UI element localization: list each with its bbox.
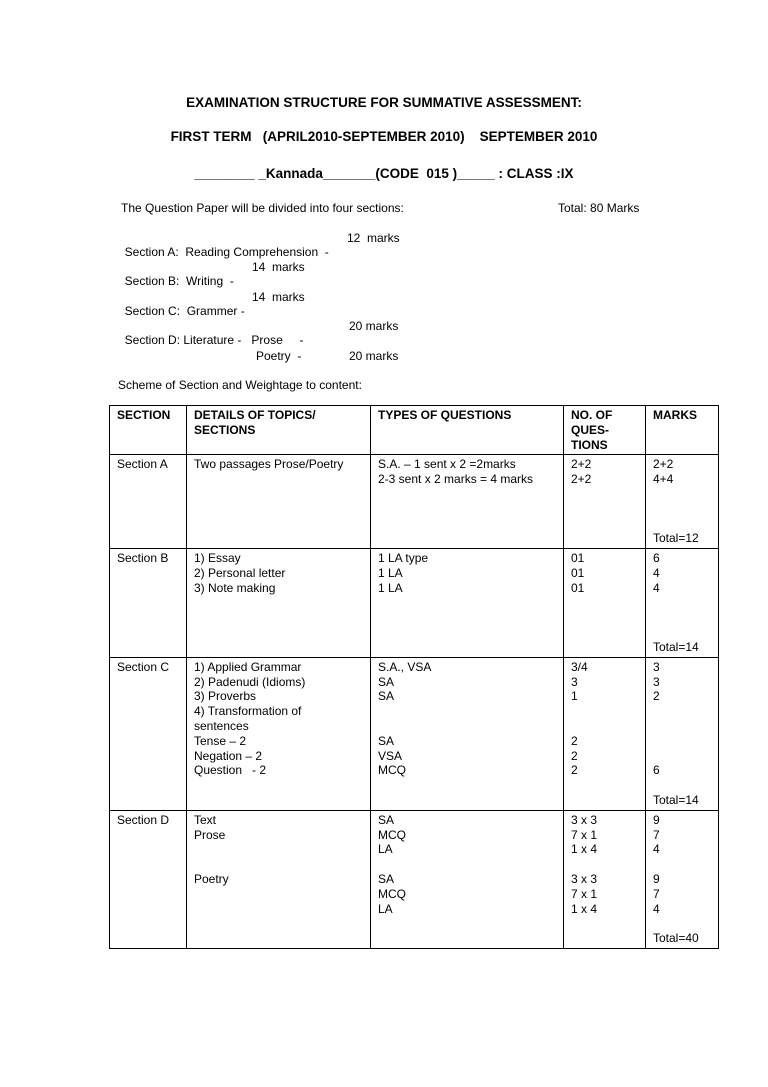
table-body	[110, 455, 719, 949]
section-cell	[110, 455, 187, 549]
section-cell-line: Section C	[117, 659, 170, 674]
types-cell-line: 1 LA	[378, 565, 403, 580]
marks-cell-line: 7	[653, 827, 660, 842]
types-cell-line: 2-3 sent x 2 marks = 4 marks	[378, 472, 534, 487]
scheme-title: Scheme of Section and Weightage to content:	[118, 378, 362, 392]
marks-cell-line: Total=40	[653, 931, 699, 946]
questions-cell-line: 2	[571, 763, 578, 778]
header-number-text: TIONS	[571, 437, 608, 452]
term-line: FIRST TERM (APRIL2010-SEPTEMBER 2010) SEPTEMBER 2010	[170, 129, 598, 144]
marks-cell-line: 4+4	[653, 472, 674, 487]
types-cell-line: SA	[378, 812, 395, 827]
details-cell-line	[194, 842, 363, 857]
marks-cell	[646, 657, 719, 810]
details-cell	[187, 549, 371, 658]
section-cell-line: Section A	[117, 457, 168, 472]
types-cell-line: SA	[378, 674, 395, 689]
marks-cell-line	[653, 778, 711, 793]
marks-cell-line: 6	[653, 551, 660, 566]
details-cell-line: 3) Proverbs	[194, 689, 257, 704]
questions-cell-line: 7 x 1	[571, 886, 598, 901]
marks-cell-line	[653, 502, 711, 517]
table-header-row	[110, 406, 719, 455]
marks-cell-line: 6	[653, 763, 660, 778]
details-cell-line: Negation – 2	[194, 748, 263, 763]
table-row	[110, 657, 719, 810]
weightage-table	[109, 405, 719, 949]
questions-cell-line: 2+2	[571, 472, 592, 487]
details-cell-line: 1) Applied Grammar	[194, 659, 302, 674]
details-cell-line: Poetry	[194, 871, 229, 886]
section-b-marks: 14 marks	[252, 260, 305, 274]
questions-cell-line	[571, 719, 638, 734]
table-row	[110, 455, 719, 549]
marks-cell	[646, 549, 719, 658]
details-cell-line: Prose	[194, 827, 226, 842]
marks-cell-line: 3	[653, 659, 660, 674]
questions-cell-line: 3 x 3	[571, 812, 598, 827]
section-cell-line: Section D	[117, 812, 170, 827]
section-c-marks: 14 marks	[252, 290, 305, 304]
section-d-marks: 20 marks	[349, 319, 399, 333]
questions-cell-line: 1	[571, 689, 578, 704]
total-marks: Total: 80 Marks	[558, 201, 640, 215]
header-number-text: QUES-	[571, 422, 610, 437]
questions-cell	[564, 455, 646, 549]
types-cell-line: S.A., VSA	[378, 659, 432, 674]
questions-cell-line: 3 x 3	[571, 871, 598, 886]
types-cell-line	[378, 719, 556, 734]
types-cell-line: LA	[378, 842, 393, 857]
types-cell	[371, 549, 564, 658]
section-cell	[110, 549, 187, 658]
details-cell-line: Tense – 2	[194, 733, 247, 748]
questions-cell-line: 2	[571, 748, 578, 763]
types-cell	[371, 810, 564, 948]
questions-cell	[564, 810, 646, 948]
types-cell-line: MCQ	[378, 886, 406, 901]
marks-cell-line: 9	[653, 871, 660, 886]
marks-cell-line: 2	[653, 689, 660, 704]
marks-cell	[646, 455, 719, 549]
types-cell-line: 1 LA	[378, 580, 403, 595]
questions-cell-line: 01	[571, 565, 585, 580]
questions-cell-line: 7 x 1	[571, 827, 598, 842]
types-cell-line: SA	[378, 733, 395, 748]
marks-cell-line: Total=14	[653, 639, 699, 654]
types-cell-line	[378, 704, 556, 719]
marks-cell-line	[653, 487, 711, 502]
details-cell-line: Two passages Prose/Poetry	[194, 457, 344, 472]
questions-cell-line: 3/4	[571, 659, 588, 674]
marks-cell-line: 4	[653, 901, 660, 916]
marks-cell-line: Total=14	[653, 792, 699, 807]
details-cell-line: Question - 2	[194, 763, 267, 778]
section-d-poetry-marks: 20 marks	[349, 349, 399, 363]
marks-cell-line	[653, 719, 711, 734]
types-cell	[371, 455, 564, 549]
marks-cell	[646, 810, 719, 948]
types-cell-line: S.A. – 1 sent x 2 =2marks	[378, 457, 516, 472]
questions-cell-line: 01	[571, 580, 585, 595]
intro-text: The Question Paper will be divided into four sections:	[121, 201, 404, 215]
details-cell-line: 2) Padenudi (Idioms)	[194, 674, 306, 689]
types-cell	[371, 657, 564, 810]
questions-cell-line: 1 x 4	[571, 842, 598, 857]
section-d-label: Section D: Literature - Prose -	[124, 333, 304, 347]
marks-cell-line: Total=12	[653, 531, 699, 546]
marks-cell-line	[653, 625, 711, 640]
marks-cell-line: 9	[653, 812, 660, 827]
marks-cell-line: 3	[653, 674, 660, 689]
questions-cell	[564, 549, 646, 658]
header-marks	[646, 406, 719, 455]
header-types-text: TYPES OF QUESTIONS	[378, 408, 512, 422]
details-cell-line: 2) Personal letter	[194, 565, 286, 580]
details-cell	[187, 657, 371, 810]
marks-cell-line: 4	[653, 842, 660, 857]
section-cell	[110, 657, 187, 810]
questions-cell-line	[571, 704, 638, 719]
header-section	[110, 406, 187, 455]
marks-cell-line: 7	[653, 886, 660, 901]
details-cell-line: sentences	[194, 718, 249, 733]
questions-cell-line: 3	[571, 674, 578, 689]
table-row	[110, 810, 719, 948]
questions-cell-line: 2	[571, 733, 578, 748]
marks-cell-line	[653, 916, 711, 931]
table-row	[110, 549, 719, 658]
questions-cell-line	[571, 857, 638, 872]
section-a-label: Section A: Reading Comprehension -	[124, 245, 329, 259]
questions-cell-line: 1 x 4	[571, 901, 598, 916]
header-marks-text: MARKS	[653, 408, 697, 422]
marks-cell-line	[653, 857, 711, 872]
marks-cell-line	[653, 704, 711, 719]
questions-cell-line: 01	[571, 551, 585, 566]
header-number	[564, 406, 646, 455]
types-cell-line: SA	[378, 689, 395, 704]
details-cell-line: Text	[194, 812, 217, 827]
header-details-text: SECTIONS	[194, 422, 256, 437]
details-cell	[187, 455, 371, 549]
types-cell-line: 1 LA type	[378, 551, 429, 566]
questions-cell-line: 2+2	[571, 457, 592, 472]
marks-cell-line: 2+2	[653, 457, 674, 472]
marks-cell-line	[653, 517, 711, 532]
section-cell	[110, 810, 187, 948]
types-cell-line	[378, 857, 556, 872]
marks-cell-line	[653, 610, 711, 625]
types-cell-line: MCQ	[378, 827, 406, 842]
marks-cell-line	[653, 596, 711, 611]
header-details-text: DETAILS OF TOPICS/	[194, 408, 316, 422]
section-a-marks: 12 marks	[347, 231, 400, 245]
header-section-text: SECTION	[117, 408, 171, 422]
marks-cell-line	[653, 749, 711, 764]
details-cell-line	[194, 857, 363, 872]
header-number-text: NO. OF	[571, 408, 613, 422]
document-title: EXAMINATION STRUCTURE FOR SUMMATIVE ASSESSMENT:	[186, 95, 582, 110]
marks-cell-line: 4	[653, 565, 660, 580]
header-types	[371, 406, 564, 455]
section-c-label: Section C: Grammer -	[124, 304, 245, 318]
details-cell	[187, 810, 371, 948]
section-cell-line: Section B	[117, 551, 169, 566]
types-cell-line: MCQ	[378, 763, 406, 778]
subject-class-line: ________ _Kannada_______(CODE 015 )_____ : CLASS :IX	[194, 166, 574, 181]
details-cell-line: 3) Note making	[194, 580, 276, 595]
questions-cell	[564, 657, 646, 810]
types-cell-line: SA	[378, 871, 395, 886]
marks-cell-line: 4	[653, 580, 660, 595]
details-cell-line: 1) Essay	[194, 551, 241, 566]
marks-cell-line	[653, 734, 711, 749]
types-cell-line: LA	[378, 901, 393, 916]
section-d-poetry-label: Poetry -	[256, 349, 302, 363]
section-b-label: Section B: Writing -	[124, 274, 234, 288]
header-details	[187, 406, 371, 455]
details-cell-line: 4) Transformation of	[194, 704, 302, 719]
types-cell-line: VSA	[378, 748, 403, 763]
